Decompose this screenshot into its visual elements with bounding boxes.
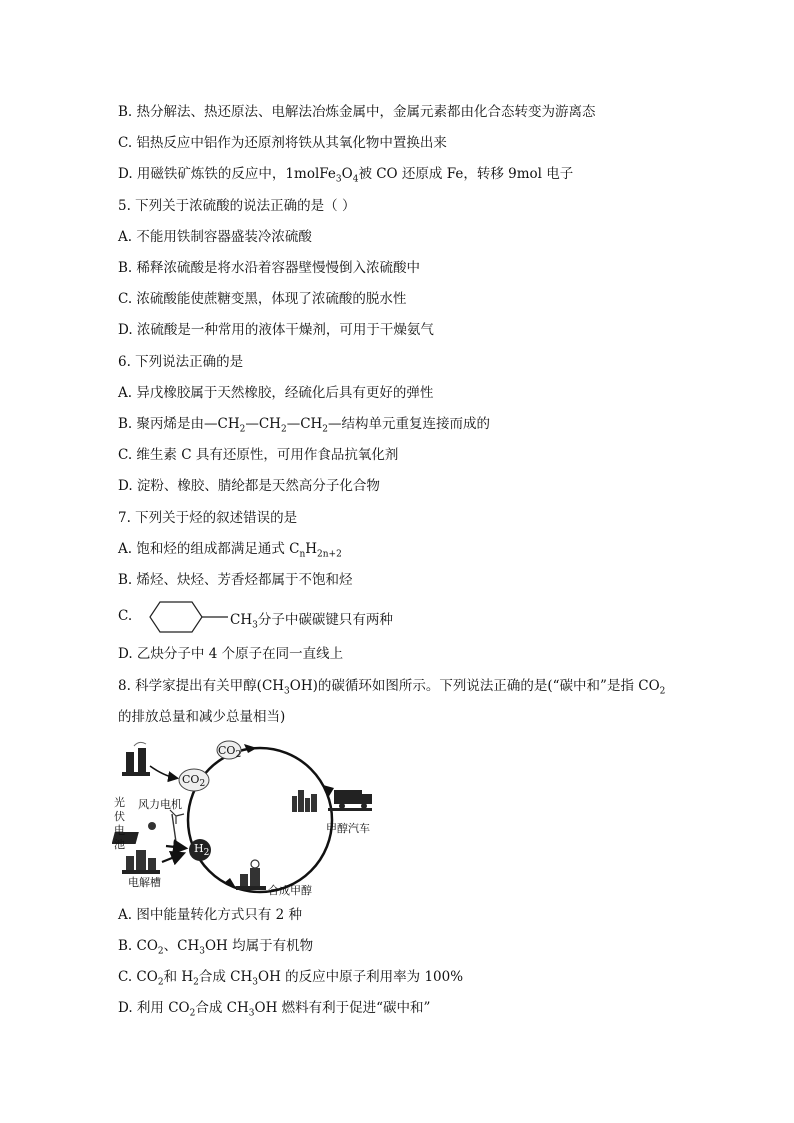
co2-top-sub: 2 <box>235 750 242 761</box>
q8-b-sub-2: 3 <box>199 946 205 957</box>
q5-option-d: D. 浓硫酸是一种常用的液体干燥剂，可用于干燥氨气 <box>118 322 434 338</box>
q7-option-c <box>118 600 518 634</box>
q8-c-text-3: 合成 CH <box>198 969 253 985</box>
q8-option-b <box>118 937 313 961</box>
h2-sub: 2 <box>203 848 210 859</box>
q6-b-text-1: B. 聚丙烯是由—CH <box>118 416 240 432</box>
q8-stem-line2: 的排放总量和减少总量相当) <box>118 709 286 725</box>
q5-option-a: A. 不能用铁制容器盛装冷浓硫酸 <box>118 229 312 245</box>
q7-c-post: 分子中碳碳键只有两种 <box>257 612 393 628</box>
q6-b-text-4: —结构单元重复连接而成的 <box>328 416 491 432</box>
q6-option-c: C. 维生素 C 具有还原性，可用作食品抗氧化剂 <box>118 447 399 463</box>
q7-c-ch: CH <box>230 612 253 628</box>
q8-option-c <box>118 968 463 992</box>
q6-option-a: A. 异戊橡胶属于天然橡胶，经硫化后具有更好的弹性 <box>118 385 434 401</box>
q8-c-sub-3: 3 <box>252 977 259 988</box>
co2-top-text: CO <box>218 744 236 757</box>
q8-b-sub-1: 2 <box>157 946 164 957</box>
co2-top-label <box>218 744 241 760</box>
q4-d-text-3: 被 CO 还原成 Fe，转移 9mol 电子 <box>358 166 574 182</box>
q8-stem-sub-1: 3 <box>284 686 290 697</box>
q8-d-sub-1: 2 <box>189 1008 196 1019</box>
q4-d-sub-1: 3 <box>335 174 342 185</box>
q8-stem-text-1: 8. 科学家提出有关甲醇(CH <box>118 678 285 694</box>
photovoltaic-label <box>114 796 125 852</box>
q8-d-sub-2: 3 <box>248 1008 255 1019</box>
q4-d-text-1: D. 用磁铁矿炼铁的反应中，1molFe <box>118 166 336 182</box>
guangfu-4: 池 <box>114 838 125 851</box>
q7-stem: 7. 下列关于烃的叙述错误的是 <box>118 510 298 526</box>
q8-stem-sub-2: 2 <box>659 686 666 697</box>
q7-c-label: C. <box>118 608 133 624</box>
q6-b-sub-2: 2 <box>280 424 287 435</box>
q8-d-text-3: OH 燃料有利于促进“碳中和” <box>254 1000 431 1016</box>
q8-option-a: A. 图中能量转化方式只有 2 种 <box>118 907 303 923</box>
q7-a-sub-n: n <box>299 549 306 560</box>
q8-d-text-2: 合成 CH <box>195 1000 249 1016</box>
guangfu-2: 伏 <box>114 810 125 823</box>
q8-c-text-4: OH 的反应中原子利用率为 100% <box>258 969 464 985</box>
co2-left-label <box>182 773 205 789</box>
q4-d-text-2: O <box>341 166 353 182</box>
carbon-cycle-figure <box>112 738 412 898</box>
q8-option-d <box>118 999 430 1023</box>
q8-c-text-1: C. CO <box>118 969 158 985</box>
q8-b-text-1: B. CO <box>118 938 158 954</box>
q7-a-text-1: A. 饱和烃的组成都满足通式 C <box>118 541 300 557</box>
h2-label <box>194 842 209 858</box>
q6-b-text-3: —CH <box>286 416 323 432</box>
wind-turbine-label: 风力电机 <box>138 798 182 811</box>
benzene-ring-icon <box>142 600 232 634</box>
q7-a-text-h: H <box>305 541 318 557</box>
guangfu-1: 光 <box>114 796 125 809</box>
h2-text: H <box>194 842 204 855</box>
q7-option-a <box>118 540 342 564</box>
q8-b-text-2: 、CH <box>163 938 200 954</box>
q4-d-sub-2: 4 <box>352 174 359 185</box>
q6-b-sub-1: 2 <box>239 424 246 435</box>
q6-b-sub-3: 2 <box>322 424 329 435</box>
q8-stem-line1 <box>118 677 665 701</box>
electrolysis-cell-icon <box>122 850 160 874</box>
q6-b-text-2: —CH <box>245 416 281 432</box>
q8-c-sub-2: 2 <box>193 977 199 988</box>
q7-option-d: D. 乙炔分子中 4 个原子在同一直线上 <box>118 646 344 662</box>
q4-option-b: B. 热分解法、热还原法、电解法冶炼金属中，金属元素都由化合态转变为游离态 <box>118 104 596 120</box>
q8-d-text-1: D. 利用 CO <box>118 1000 190 1016</box>
q8-c-text-2: 和 H <box>163 969 194 985</box>
methanol-synthesis-label: 合成甲醇 <box>268 884 312 897</box>
q5-option-b: B. 稀释浓硫酸是将水沿着容器壁慢慢倒入浓硫酸中 <box>118 260 421 276</box>
q8-b-text-3: OH 均属于有机物 <box>204 938 314 954</box>
q4-option-d <box>118 165 573 189</box>
electrolysis-label: 电解槽 <box>128 876 161 889</box>
q8-stem-text-2: OH)的碳循环如图所示。下列说法正确的是(“碳中和”是指 CO <box>289 678 660 694</box>
guangfu-3: 电 <box>114 824 125 837</box>
q6-stem: 6. 下列说法正确的是 <box>118 354 244 370</box>
co2-left-sub: 2 <box>199 779 206 790</box>
q7-c-ch-sub: 3 <box>252 620 258 631</box>
methanol-car-icon <box>292 790 372 812</box>
q7-option-b: B. 烯烃、炔烃、芳香烃都属于不饱和烃 <box>118 572 353 588</box>
methanol-plant-icon <box>236 860 266 890</box>
q6-option-d: D. 淀粉、橡胶、腈纶都是天然高分子化合物 <box>118 478 380 494</box>
q8-c-sub-1: 2 <box>157 977 164 988</box>
methanol-car-label: 甲醇汽车 <box>326 822 370 835</box>
q7-c-text <box>230 608 393 631</box>
factory-icon <box>122 742 150 776</box>
q4-option-c: C. 铝热反应中铝作为还原剂将铁从其氧化物中置换出来 <box>118 135 447 151</box>
q5-stem: 5. 下列关于浓硫酸的说法正确的是（ ） <box>118 198 356 214</box>
q6-option-b <box>118 415 490 439</box>
q5-option-c: C. 浓硫酸能使蔗糖变黑，体现了浓硫酸的脱水性 <box>118 291 407 307</box>
q7-a-sub-2n2: 2n+2 <box>317 549 342 560</box>
co2-left-text: CO <box>182 773 200 786</box>
